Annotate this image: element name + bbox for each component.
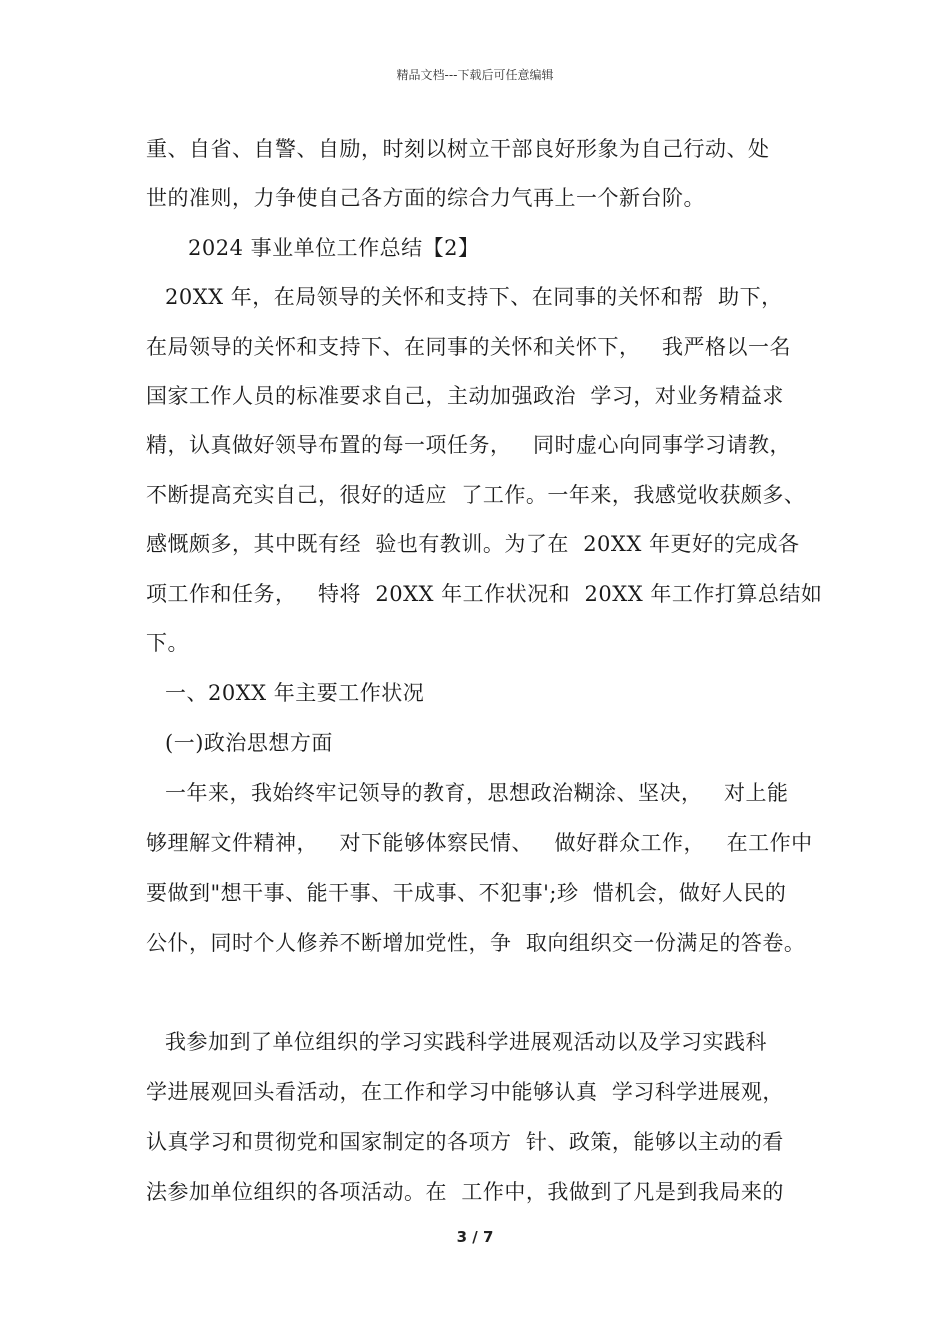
text-line: 学进展观回头看活动，在工作和学习中能够认真 学习科学进展观， <box>146 1080 784 1104</box>
text-line: 下。 <box>146 631 189 655</box>
text-line: 感慨颇多，其中既有经 验也有教训。为了在 20XX 年更好的完成各 <box>146 532 800 556</box>
text-line: 重、自省、自警、自励，时刻以树立干部良好形象为自己行动、处 <box>146 137 770 161</box>
text-line: 精，认真做好领导布置的每一项任务， 同时虚心向同事学习请教， <box>146 433 792 457</box>
text-line: 不断提高充实自己，很好的适应 了工作。一年来，我感觉收获颇多、 <box>146 483 806 507</box>
section-heading: 2024 事业单位工作总结【2】 <box>188 236 480 260</box>
text-line: 项工作和任务， 特将 20XX 年工作状况和 20XX 年工作打算总结如 <box>146 582 823 606</box>
text-line: 认真学习和贯彻党和国家制定的各项方 针、政策，能够以主动的看 <box>146 1130 784 1154</box>
page-header: 精品文档---下载后可任意编辑 <box>396 68 554 82</box>
text-line: 国家工作人员的标准要求自己，主动加强政治 学习，对业务精益求 <box>146 384 784 408</box>
text-line: 我参加到了单位组织的学习实践科学进展观活动以及学习实践科 <box>165 1030 767 1054</box>
subsection-heading: (一)政治思想方面 <box>165 731 333 755</box>
text-line: 法参加单位组织的各项活动。在 工作中，我做到了凡是到我局来的 <box>146 1180 784 1204</box>
text-line: 世的准则，力争使自己各方面的综合力气再上一个新台阶。 <box>146 186 705 210</box>
text-line: 20XX 年，在局领导的关怀和支持下、在同事的关怀和帮 助下， <box>165 285 783 309</box>
text-line: 一年来，我始终牢记领导的教育，思想政治糊涂、坚决， 对上能 <box>165 781 789 805</box>
text-line: 要做到"想干事、能干事、干成事、不犯事';珍 惜机会，做好人民的 <box>146 881 787 905</box>
text-line: 在局领导的关怀和支持下、在同事的关怀和关怀下， 我严格以一名 <box>146 335 792 359</box>
text-line: 够理解文件精神， 对下能够体察民情、 做好群众工作， 在工作中 <box>146 831 813 855</box>
page-number: 3 / 7 <box>456 1228 494 1246</box>
subsection-heading: 一、20XX 年主要工作状况 <box>165 681 425 705</box>
text-line: 公仆，同时个人修养不断增加党性，争 取向组织交一份满足的答卷。 <box>146 931 806 955</box>
